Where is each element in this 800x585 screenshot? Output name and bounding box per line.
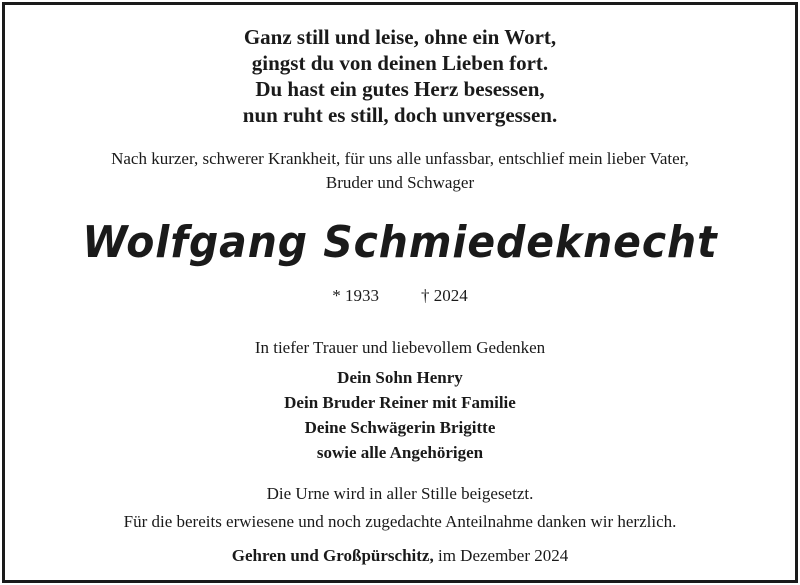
poem [5,24,795,128]
intro-line: Nach kurzer, schwerer Krankheit, für uns alle unfassbar, entschlief mein lieber Vater, [111,149,689,168]
poem-line: Ganz still und leise, ohne ein Wort, [243,25,557,49]
family-list [5,365,795,465]
birth-year: * 1933 [332,286,379,305]
date: im Dezember 2024 [437,546,569,565]
deceased-name: Wolfgang Schmiedeknecht [82,217,718,268]
place-and-date [5,544,795,568]
intro-line: Bruder und Schwager [325,173,475,192]
mourning-line: In tiefer Trauer und liebevollem Gedenken [254,338,546,357]
life-dates [5,285,795,307]
intro-text [5,147,795,195]
closing-line: Die Urne wird in aller Stille beigesetzt. [266,484,534,503]
family-member: Dein Sohn Henry [337,368,463,387]
obituary-notice [5,5,795,568]
poem-line: Du hast ein gutes Herz besessen, [255,77,545,101]
death-year: † 2024 [421,286,468,305]
closing-text [5,480,795,536]
poem-line: nun ruht es still, doch unvergessen. [242,103,558,127]
place: Gehren und Großpürschitz, [231,546,434,565]
family-member: sowie alle Angehörigen [316,443,484,462]
family-member: Deine Schwägerin Brigitte [304,418,496,437]
family-member: Dein Bruder Reiner mit Familie [284,393,516,412]
poem-line: gingst du von deinen Lieben fort. [251,51,549,75]
closing-line: Für die bereits erwiesene und noch zugedachte Anteilnahme danken wir herzlich. [123,512,677,531]
